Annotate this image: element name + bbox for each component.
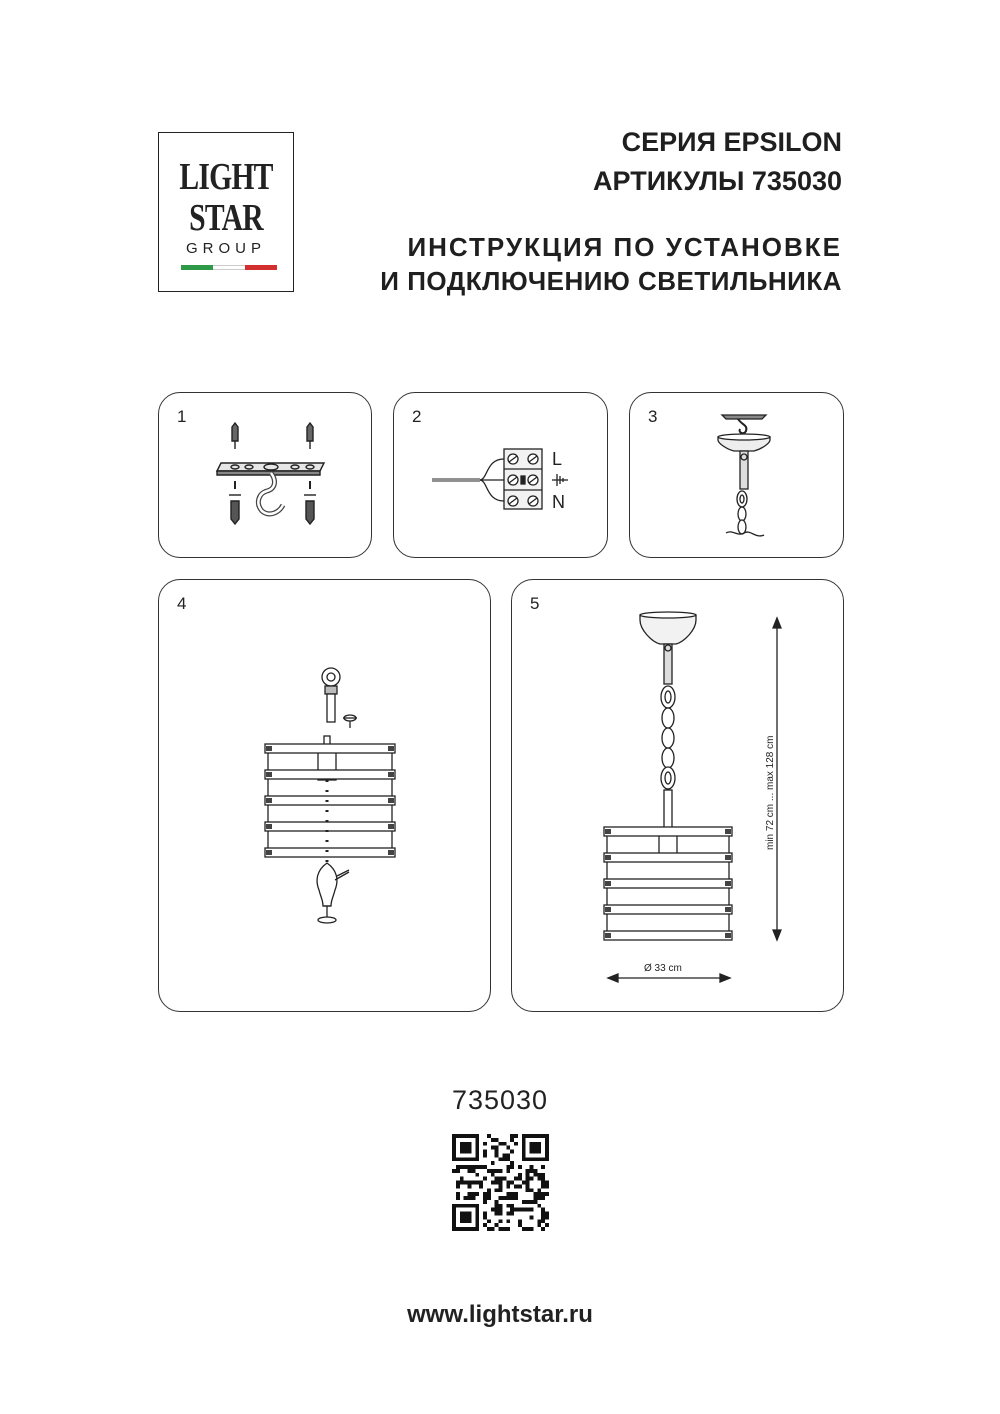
dimensions-illustration bbox=[512, 580, 845, 1013]
logo-line-star: STAR bbox=[189, 197, 263, 239]
instruction-title-line2: И ПОДКЛЮЧЕНИЮ СВЕТИЛЬНИКА bbox=[380, 266, 842, 296]
diameter-dimension-label: Ø 33 cm bbox=[644, 963, 682, 974]
assembly-exploded-illustration bbox=[159, 580, 492, 1013]
step-1-panel bbox=[158, 392, 372, 558]
series-title: СЕРИЯ EPSILON bbox=[621, 127, 842, 157]
mounting-bracket-illustration bbox=[159, 393, 373, 559]
step-4-number: 4 bbox=[177, 594, 187, 613]
neutral-terminal-label: N bbox=[552, 492, 565, 512]
step-3-panel bbox=[629, 392, 844, 558]
terminal-block-wiring-illustration bbox=[394, 393, 609, 559]
step-3-number: 3 bbox=[648, 407, 658, 426]
height-dimension-label: min 72 cm ... max 128 cm bbox=[765, 735, 776, 850]
instruction-title-line1: ИНСТРУКЦИЯ ПО УСТАНОВКЕ bbox=[407, 232, 842, 262]
logo-line-light: LIGHT bbox=[179, 156, 273, 198]
article-number: АРТИКУЛЫ 735030 bbox=[593, 166, 842, 196]
step-2-panel bbox=[393, 392, 608, 558]
step-1-number: 1 bbox=[177, 407, 187, 426]
step-5-panel bbox=[511, 579, 844, 1012]
live-terminal-label: L bbox=[552, 449, 563, 469]
qr-code-icon[interactable] bbox=[452, 1134, 549, 1231]
model-code: 735030 bbox=[451, 1085, 549, 1115]
brand-logo bbox=[158, 132, 294, 292]
step-5-number: 5 bbox=[530, 594, 540, 613]
italian-flag-stripe bbox=[181, 265, 277, 270]
website-link[interactable]: www.lightstar.ru bbox=[407, 1301, 593, 1328]
canopy-hang-illustration bbox=[630, 393, 845, 559]
logo-line-group: GROUP bbox=[185, 240, 266, 257]
step-2-number: 2 bbox=[412, 407, 422, 426]
ground-symbol-icon bbox=[552, 474, 568, 486]
step-4-panel bbox=[158, 579, 491, 1012]
